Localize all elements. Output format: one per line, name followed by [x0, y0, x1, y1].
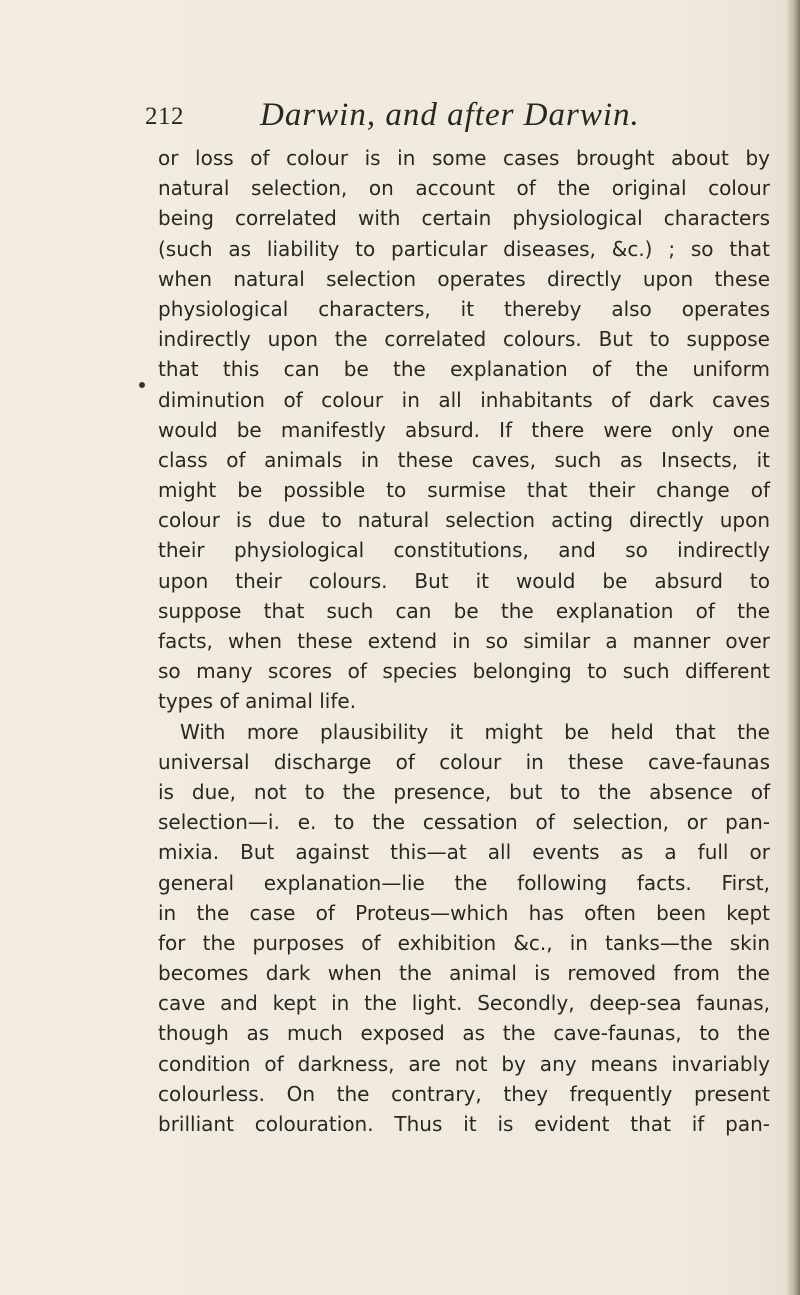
text-line: class of animals in these caves, such as Insects, it: [158, 447, 770, 472]
text-line: though as much exposed as the cave-faunas, to the: [158, 1021, 770, 1046]
text-line: might be possible to surmise that their change of: [158, 478, 770, 503]
text-line: their physiological constitutions, and so indirectly: [158, 538, 770, 563]
text-line: or loss of colour is in some cases brought about by: [158, 146, 770, 170]
page-number: 212: [145, 103, 184, 130]
text-line: would be manifestly absurd. If there were only one: [158, 417, 770, 442]
text-line: facts, when these extend in so similar a manner over: [158, 629, 770, 653]
paragraph-end-line: types of animal life.: [158, 689, 357, 714]
text-line: cave and kept in the light. Secondly, deep-sea faunas,: [158, 991, 770, 1016]
text-line: colour is due to natural selection acting directly upon: [158, 508, 770, 533]
text-line: (such as liability to particular diseases, &c.) ; so that: [158, 236, 770, 261]
text-line: is due, not to the presence, but to the absence of: [158, 779, 770, 804]
text-line: selection—i. e. to the cessation of selection, or pan-: [158, 810, 770, 835]
text-line: in the case of Proteus—which has often been kept: [158, 900, 770, 925]
text-line: colourless. On the contrary, they frequently present: [158, 1081, 770, 1106]
text-line: upon their colours. But it would be absurd to: [158, 568, 770, 593]
text-line: for the purposes of exhibition &c., in tanks—the skin: [158, 930, 770, 955]
text-line: condition of darkness, are not by any means invariably: [158, 1051, 770, 1076]
text-line: brilliant colouration. Thus it is evident that if pan-: [158, 1112, 770, 1136]
text-line: mixia. But against this—at all events as a full or: [158, 840, 770, 865]
text-line: becomes dark when the animal is removed from the: [158, 961, 770, 986]
text-line: physiological characters, it thereby also operates: [158, 296, 770, 321]
text-line: natural selection, on account of the original colour: [158, 176, 770, 201]
page-header: [145, 97, 785, 141]
paragraph-start-line: With more plausibility it might be held that the: [180, 719, 770, 744]
body-text: [158, 143, 770, 1139]
text-line: that this can be the explanation of the uniform: [158, 357, 770, 382]
text-line: indirectly upon the correlated colours. But to suppose: [158, 327, 770, 352]
text-line: diminution of colour in all inhabitants of dark caves: [158, 387, 770, 412]
text-line: general explanation—lie the following facts. First,: [158, 870, 770, 895]
text-line: suppose that such can be the explanation of the: [158, 598, 770, 623]
page-edge-shadow: [786, 0, 800, 1295]
running-title: Darwin, and after Darwin.: [260, 97, 640, 133]
text-line: when natural selection operates directly upon these: [158, 266, 770, 291]
text-line: so many scores of species belonging to such different: [158, 659, 770, 684]
text-line: universal discharge of colour in these cave-faunas: [158, 749, 770, 774]
text-line: being correlated with certain physiological characters: [158, 206, 770, 231]
margin-mark: [139, 382, 145, 388]
